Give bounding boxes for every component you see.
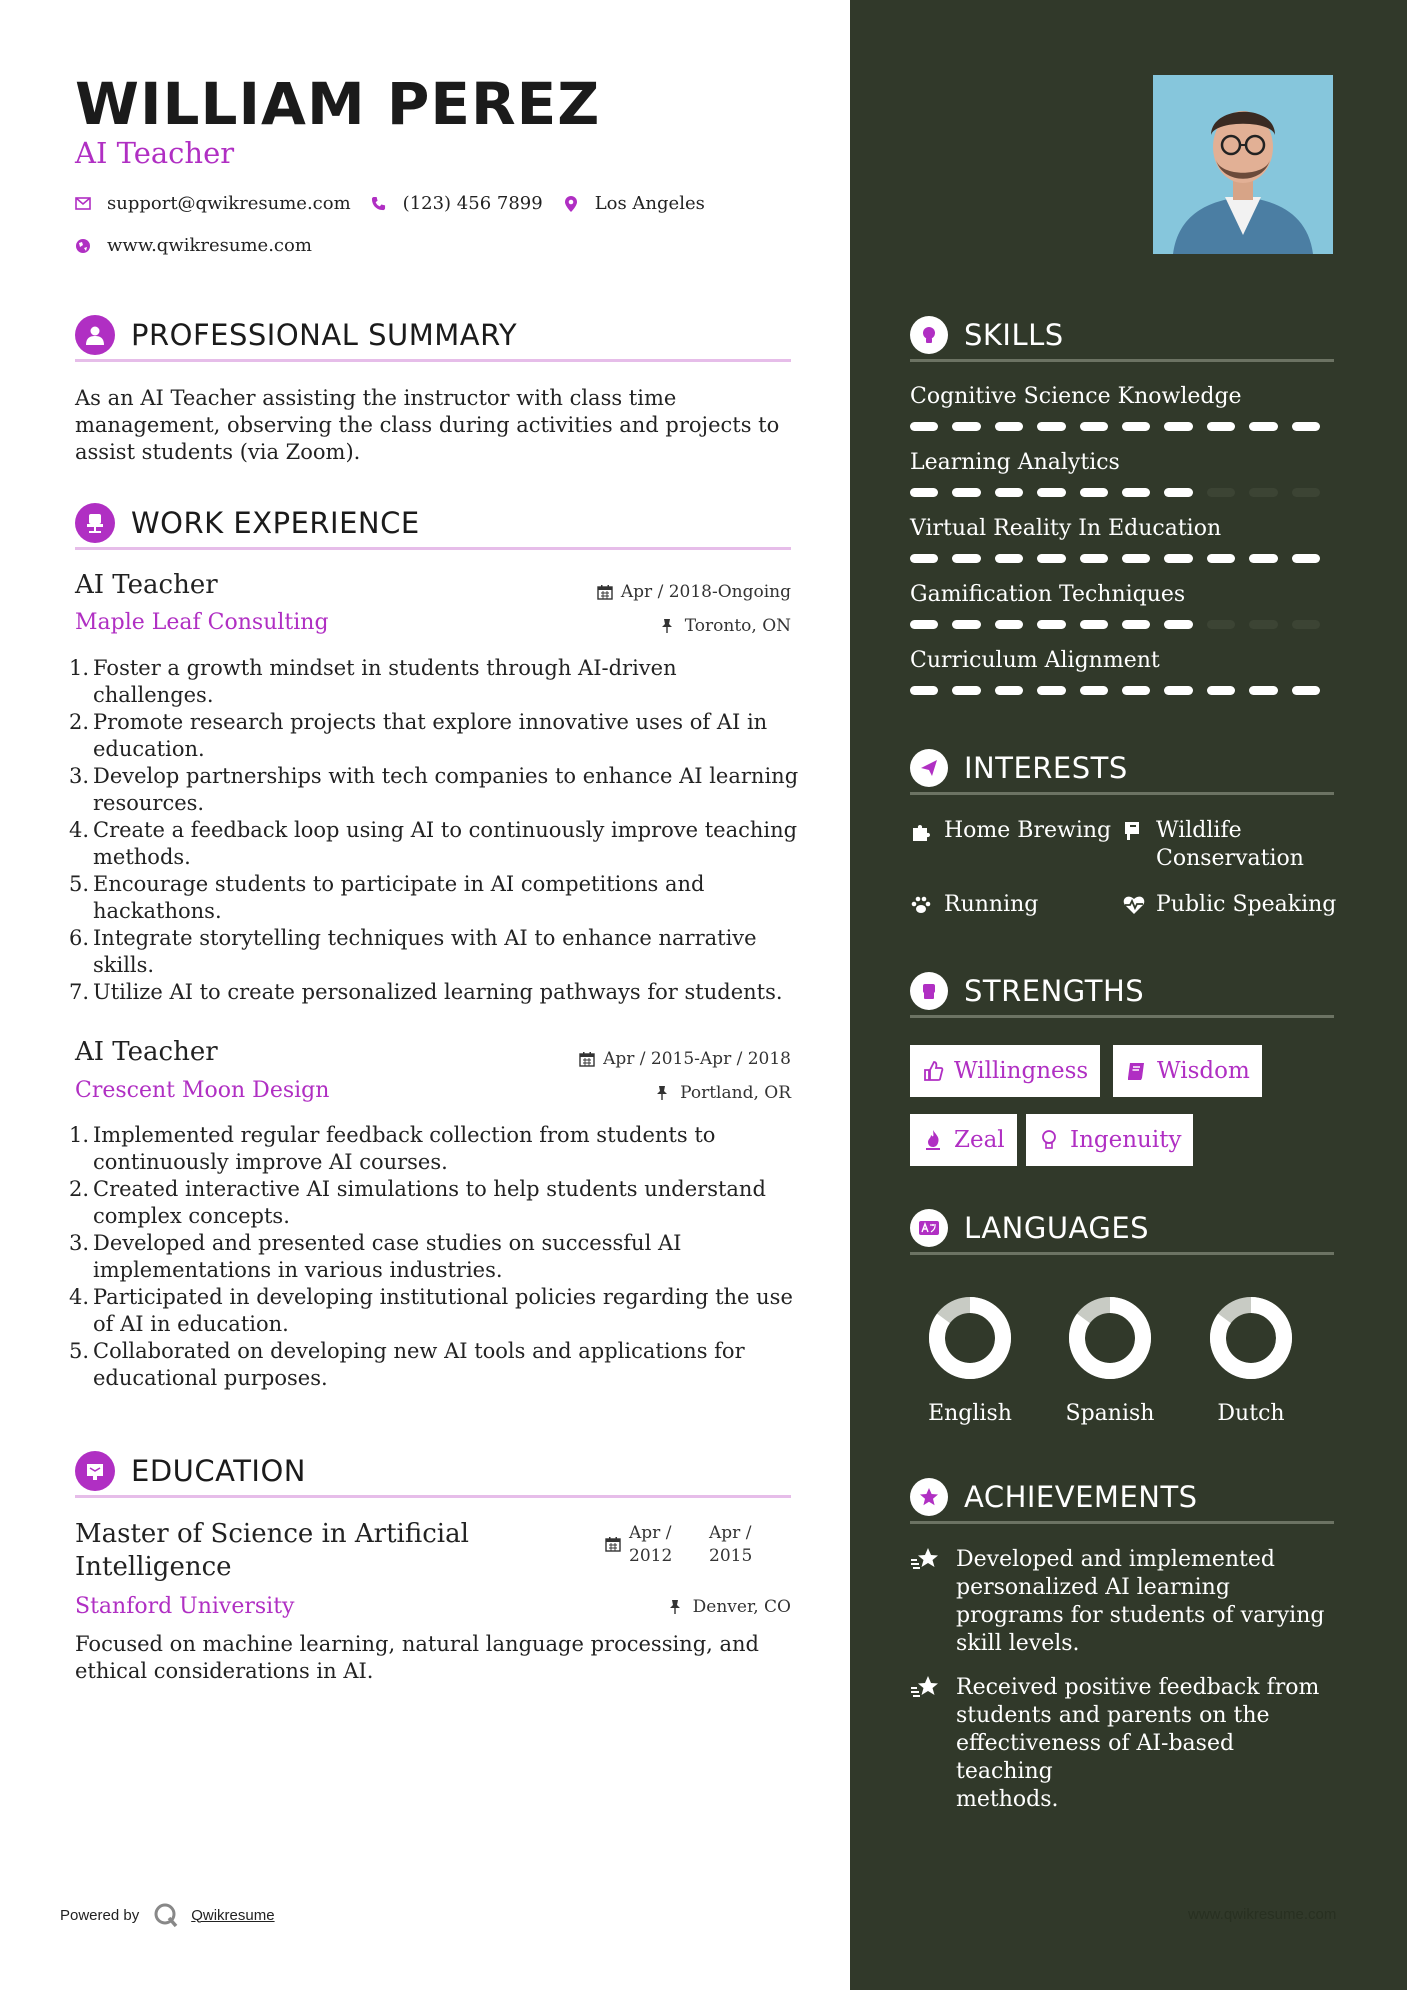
list-item: 1. Implemented regular feedback collection from students to continuously improve AI courses. — [69, 1123, 716, 1174]
footer-url[interactable]: www.qwikresume.com — [1188, 1906, 1337, 1923]
location-text: Los Angeles — [594, 193, 705, 214]
job-2-company: Crescent Moon Design — [75, 1078, 330, 1103]
summary-title: PROFESSIONAL SUMMARY — [131, 317, 518, 352]
email-text: support@qwikresume.com — [107, 193, 351, 214]
skill-level-segment — [1207, 488, 1235, 497]
website-row — [75, 235, 332, 256]
calendar-icon — [605, 1536, 621, 1552]
list-item: 5. Encourage students to participate in AI competitions and hackathons. — [69, 872, 705, 923]
list-item: 4. Create a feedback loop using AI to continuously improve teaching methods. — [69, 818, 798, 869]
skill-level-segment — [952, 422, 980, 431]
skill-item — [910, 582, 1334, 629]
job-1-location: Toronto, ON — [560, 616, 791, 636]
list-item: 5. Collaborated on developing new AI tools and applications for educational purposes. — [69, 1339, 745, 1390]
calendar-icon — [579, 1051, 595, 1067]
language-item — [1186, 1295, 1316, 1426]
list-item: 3. Develop partnerships with tech companies to enhance AI learning resources. — [69, 764, 799, 815]
list-item: 3. Developed and presented case studies on successful AI implementations in various industries. — [69, 1231, 682, 1282]
interest-home-brewing: Home Brewing — [910, 817, 1111, 845]
skill-level-segment — [1249, 686, 1277, 695]
fire-icon — [922, 1129, 944, 1151]
graduation-icon — [75, 1451, 115, 1491]
achievement-item: Received positive feedback from students and parents on the effectiveness of AI-based teaching methods. — [910, 1674, 1334, 1814]
skill-level-segment — [995, 422, 1023, 431]
strengths-title: STRENGTHS — [964, 973, 1145, 1008]
job-1-dates: Apr / 2018-Ongoing — [560, 582, 791, 602]
skill-level-segment — [1080, 620, 1108, 629]
strength-wisdom: Wisdom — [1113, 1045, 1262, 1097]
phone-icon — [371, 196, 387, 212]
job-2-bullets — [69, 1122, 799, 1392]
map-pin-icon — [563, 196, 579, 212]
summary-heading — [75, 310, 791, 362]
skill-level-segment — [1122, 554, 1150, 563]
summary-text: As an AI Teacher assisting the instructor with class time management, observing the class during activities and projects to assist students (via Zoom). — [75, 386, 780, 464]
skill-level-segment — [1207, 422, 1235, 431]
candidate-name: WILLIAM PEREZ — [75, 70, 601, 138]
job-1-bullets — [69, 655, 799, 1006]
pushpin-icon — [669, 1599, 685, 1615]
strength-ingenuity: Ingenuity — [1026, 1114, 1193, 1166]
skill-label: Cognitive Science Knowledge — [910, 384, 1242, 409]
language-item — [905, 1295, 1035, 1426]
skill-level-segment — [1122, 488, 1150, 497]
paper-plane-icon — [910, 749, 948, 787]
skill-level-segment — [1037, 686, 1065, 695]
skill-level-segment — [1080, 554, 1108, 563]
interests-heading — [910, 743, 1334, 795]
brand-link[interactable]: Qwikresume — [191, 1906, 275, 1924]
skill-level-segment — [995, 488, 1023, 497]
skill-level-segment — [1207, 554, 1235, 563]
skill-level-segment — [910, 686, 938, 695]
paw-icon — [910, 894, 932, 916]
website-text: www.qwikresume.com — [107, 235, 312, 256]
skill-level-segment — [1164, 488, 1192, 497]
skill-level-segment — [1080, 488, 1108, 497]
skill-level-segment — [952, 488, 980, 497]
skill-level-segment — [995, 620, 1023, 629]
education-dates: Apr / 2012 Apr / 2015 — [605, 1522, 752, 1568]
education-heading — [75, 1446, 791, 1498]
skill-level-segment — [1207, 620, 1235, 629]
contact-row — [75, 193, 725, 214]
skill-item — [910, 516, 1334, 563]
language-name: Dutch — [1217, 1401, 1285, 1426]
language-name: Spanish — [1065, 1401, 1155, 1426]
experience-title: WORK EXPERIENCE — [131, 505, 420, 540]
candidate-title: AI Teacher — [75, 136, 235, 170]
job-1-company: Maple Leaf Consulting — [75, 610, 329, 635]
skill-level-segment — [1249, 620, 1277, 629]
translate-icon — [910, 1209, 948, 1247]
language-name: English — [928, 1401, 1012, 1426]
languages-heading — [910, 1203, 1334, 1255]
strength-zeal: Zeal — [910, 1114, 1017, 1166]
list-item: 2. Created interactive AI simulations to help students understand complex concepts. — [69, 1177, 766, 1228]
skill-item — [910, 384, 1334, 431]
skill-level-segment — [952, 686, 980, 695]
phone-contact[interactable] — [371, 193, 543, 214]
skill-level-segment — [1292, 554, 1320, 563]
skill-level-bar — [910, 620, 1334, 629]
heartbeat-icon — [1122, 894, 1144, 916]
skills-title: SKILLS — [964, 317, 1064, 352]
thumbs-up-icon — [922, 1060, 944, 1082]
skill-level-segment — [1122, 620, 1150, 629]
skill-level-segment — [910, 488, 938, 497]
skill-level-bar — [910, 686, 1334, 695]
email-contact[interactable] — [75, 193, 351, 214]
skill-level-segment — [952, 554, 980, 563]
skill-level-segment — [1292, 488, 1320, 497]
degree: Master of Science in Artificial Intelligence — [75, 1519, 469, 1582]
user-icon — [75, 315, 115, 355]
education-location: Denver, CO — [600, 1597, 791, 1617]
list-item: 6. Integrate storytelling techniques with AI to enhance narrative skills. — [69, 926, 757, 977]
achievements-title: ACHIEVEMENTS — [964, 1479, 1198, 1514]
flag-icon — [1122, 820, 1144, 842]
interest-running: Running — [910, 891, 1038, 919]
book-icon — [1125, 1060, 1147, 1082]
skill-level-segment — [1037, 488, 1065, 497]
fist-icon — [910, 972, 948, 1010]
chair-icon — [75, 503, 115, 543]
skill-item — [910, 450, 1334, 497]
skill-label: Curriculum Alignment — [910, 648, 1160, 673]
job-2-title: AI Teacher — [75, 1037, 218, 1067]
skill-level-segment — [1164, 554, 1192, 563]
skill-level-segment — [952, 620, 980, 629]
calendar-icon — [597, 584, 613, 600]
skill-level-segment — [910, 422, 938, 431]
skill-label: Gamification Techniques — [910, 582, 1186, 607]
experience-heading — [75, 498, 791, 550]
language-level-ring — [1067, 1295, 1153, 1381]
skill-level-segment — [1122, 686, 1150, 695]
skill-level-segment — [1249, 422, 1277, 431]
job-1-title: AI Teacher — [75, 570, 218, 600]
job-2-location: Portland, OR — [560, 1083, 791, 1103]
skill-level-segment — [1122, 422, 1150, 431]
globe-icon — [75, 238, 91, 254]
skill-level-segment — [1249, 488, 1277, 497]
language-level-ring — [927, 1295, 1013, 1381]
pushpin-icon — [661, 618, 677, 634]
skill-level-segment — [910, 554, 938, 563]
list-item: 7. Utilize AI to create personalized learning pathways for students. — [69, 980, 783, 1004]
powered-by: Powered by Qwikresume — [60, 1902, 275, 1928]
strengths-heading — [910, 966, 1334, 1018]
skill-level-segment — [1207, 686, 1235, 695]
school-name: Stanford University — [75, 1594, 295, 1619]
skill-level-segment — [1080, 686, 1108, 695]
job-2-dates: Apr / 2015-Apr / 2018 — [540, 1049, 791, 1069]
puzzle-icon — [910, 820, 932, 842]
skills-heading — [910, 310, 1334, 362]
location-contact — [563, 193, 705, 214]
education-title: EDUCATION — [131, 1453, 307, 1488]
list-item: 4. Participated in developing institutional policies regarding the use of AI in education. — [69, 1285, 793, 1336]
achievement-item: Developed and implemented personalized AI learning programs for students of varying skill levels. — [910, 1546, 1334, 1658]
skill-level-segment — [1292, 686, 1320, 695]
skill-level-bar — [910, 488, 1334, 497]
skill-label: Virtual Reality In Education — [910, 516, 1222, 541]
star-hand-icon — [910, 1546, 942, 1574]
skill-level-segment — [995, 686, 1023, 695]
lightbulb-icon — [1038, 1129, 1060, 1151]
skill-level-segment — [1292, 620, 1320, 629]
skill-level-segment — [1080, 422, 1108, 431]
list-item: 1. Foster a growth mindset in students through AI-driven challenges. — [69, 656, 677, 707]
language-level-ring — [1208, 1295, 1294, 1381]
skill-level-bar — [910, 422, 1334, 431]
education-description: Focused on machine learning, natural language processing, and ethical considerations in AI. — [75, 1632, 759, 1683]
skill-level-segment — [1164, 422, 1192, 431]
skill-level-segment — [1037, 422, 1065, 431]
profile-photo — [1153, 75, 1333, 254]
skill-label: Learning Analytics — [910, 450, 1120, 475]
star-hand-icon — [910, 1674, 942, 1702]
star-icon — [910, 1478, 948, 1516]
skill-item — [910, 648, 1334, 695]
interest-public-speaking: Public Speaking — [1122, 891, 1336, 919]
skill-level-segment — [995, 554, 1023, 563]
skill-level-segment — [1249, 554, 1277, 563]
interests-title: INTERESTS — [964, 750, 1128, 785]
skill-level-segment — [1037, 620, 1065, 629]
language-item — [1045, 1295, 1175, 1426]
skill-level-segment — [1164, 620, 1192, 629]
skill-level-segment — [1292, 422, 1320, 431]
pushpin-icon — [656, 1085, 672, 1101]
list-item: 2. Promote research projects that explore innovative uses of AI in education. — [69, 710, 768, 761]
skill-level-segment — [910, 620, 938, 629]
qwikresume-logo-icon — [153, 1902, 179, 1928]
website-contact[interactable] — [75, 235, 312, 256]
skill-level-segment — [1037, 554, 1065, 563]
languages-title: LANGUAGES — [964, 1210, 1150, 1245]
strength-willingness: Willingness — [910, 1045, 1100, 1097]
skill-level-bar — [910, 554, 1334, 563]
phone-text: (123) 456 7899 — [402, 193, 543, 214]
lightbulb-icon — [910, 316, 948, 354]
interest-wildlife-conservation: Wildlife Conservation — [1122, 817, 1304, 873]
envelope-icon — [75, 196, 91, 212]
achievements-heading — [910, 1472, 1334, 1524]
skill-level-segment — [1164, 686, 1192, 695]
